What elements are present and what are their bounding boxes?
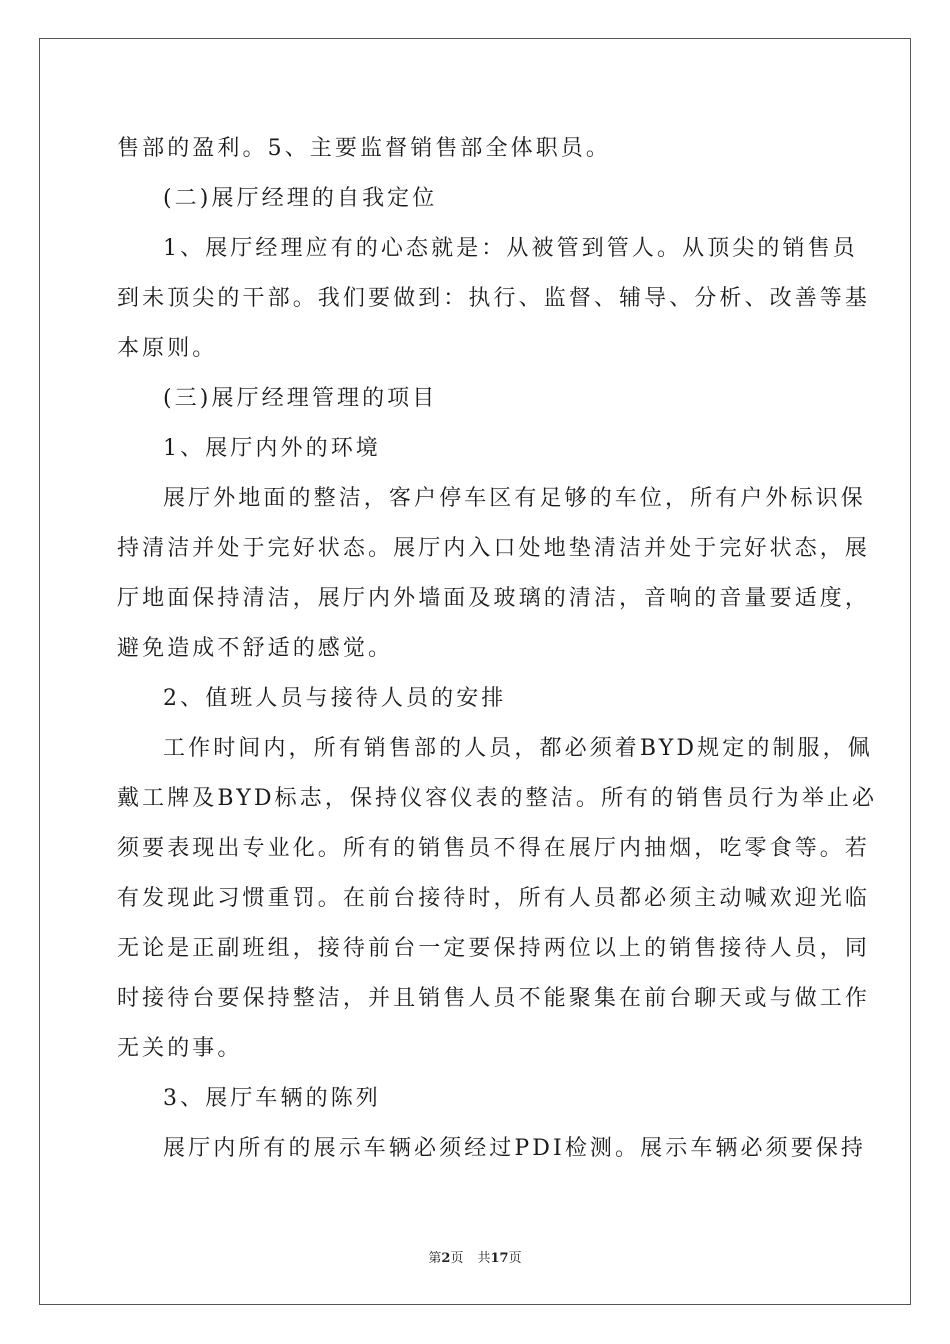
footer-page-prefix: 第 bbox=[428, 1251, 442, 1266]
text-line: 1、展厅经理应有的心态就是：从被管到管人。从顶尖的销售员 bbox=[163, 236, 858, 261]
text-line: 无关的事。 bbox=[117, 1036, 243, 1061]
text-line: 到未顶尖的干部。我们要做到：执行、监督、辅导、分析、改善等基 bbox=[117, 286, 871, 311]
text-line: 厅地面保持清洁，展厅内外墙面及玻璃的清洁，音响的音量要适度， bbox=[117, 586, 871, 611]
text-line: 持清洁并处于完好状态。展厅内入口处地垫清洁并处于完好状态，展 bbox=[117, 536, 871, 561]
text-line: 3、展厅车辆的陈列 bbox=[163, 1086, 381, 1111]
text-line: 工作时间内，所有销售部的人员，都必须着BYD规定的制服，佩 bbox=[163, 736, 873, 761]
text-line: 避免造成不舒适的感觉。 bbox=[117, 636, 394, 661]
page-footer bbox=[0, 1247, 950, 1266]
text-line: 本原则。 bbox=[117, 336, 218, 361]
text-line: 展厅内所有的展示车辆必须经过PDI检测。展示车辆必须要保持 bbox=[163, 1136, 867, 1161]
footer-total-prefix: 共 bbox=[477, 1251, 491, 1266]
footer-page-total: 17 bbox=[490, 1251, 509, 1266]
text-line: 1、展厅内外的环境 bbox=[163, 436, 381, 461]
text-line: 有发现此习惯重罚。在前台接待时，所有人员都必须主动喊欢迎光临 bbox=[117, 886, 871, 911]
text-line: 戴工牌及BYD标志，保持仪容仪表的整洁。所有的销售员行为举止必 bbox=[117, 786, 878, 811]
footer-page-current: 2 bbox=[441, 1251, 451, 1266]
footer-page-unit: 页 bbox=[450, 1251, 464, 1266]
text-line: 售部的盈利。5、主要监督销售部全体职员。 bbox=[117, 136, 611, 161]
document-body bbox=[117, 124, 878, 1174]
text-line: 须要表现出专业化。所有的销售员不得在展厅内抽烟，吃零食等。若 bbox=[117, 836, 871, 861]
text-line: 时接待台要保持整洁，并且销售人员不能聚集在前台聊天或与做工作 bbox=[117, 986, 871, 1011]
text-line: 2、值班人员与接待人员的安排 bbox=[163, 686, 507, 711]
text-line: (二)展厅经理的自我定位 bbox=[163, 186, 438, 211]
text-line: 展厅外地面的整洁，客户停车区有足够的车位，所有户外标识保 bbox=[163, 486, 866, 511]
footer-total-unit: 页 bbox=[508, 1251, 522, 1266]
text-line: 无论是正副班组，接待前台一定要保持两位以上的销售接待人员，同 bbox=[117, 936, 871, 961]
text-line: (三)展厅经理管理的项目 bbox=[163, 386, 438, 411]
